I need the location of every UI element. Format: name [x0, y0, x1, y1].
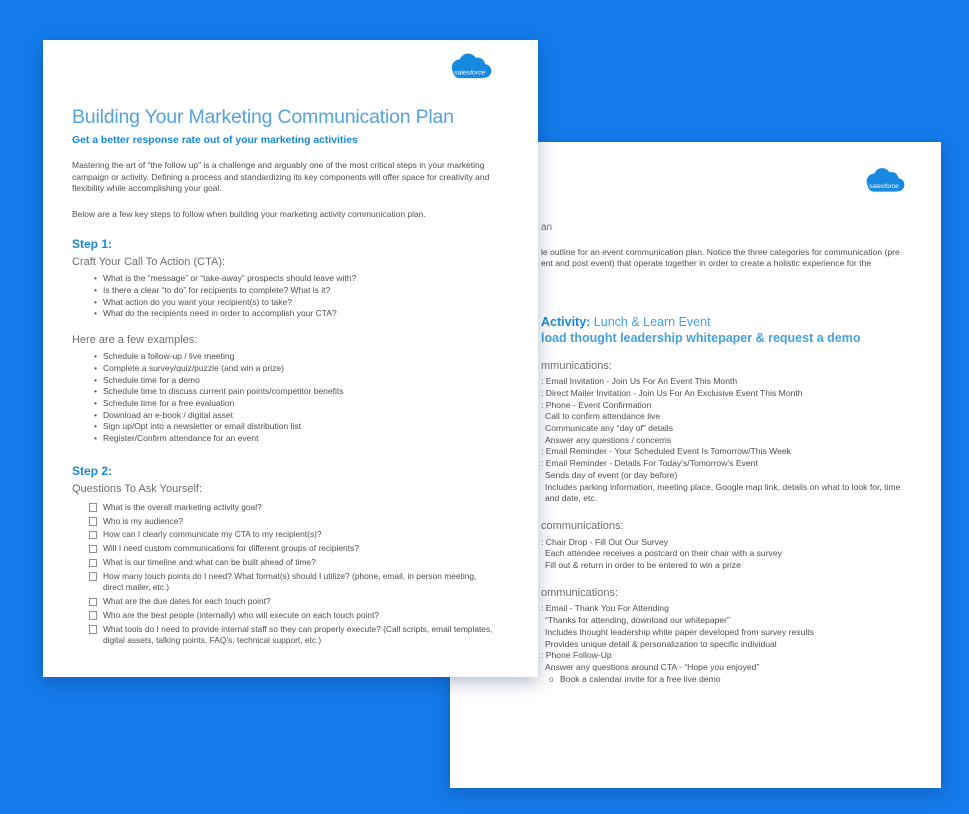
back-line-sub: Includes parking information, meeting place, Google map link, details on what to look for, time [545, 481, 901, 492]
checklist-text: What tools do I need to provide internal staff so they can properly execute? (Call scripts, email templates, digital assets, talking points, FAQ’s, technical support, etc.) [103, 623, 493, 646]
checklist-text: What is the overall marketing activity goal? [103, 501, 262, 512]
back-line-sub: Fill out & return in order to be entered to win a prize [545, 560, 741, 571]
back-line-sub: Communicate any “day of” details [545, 423, 674, 434]
back-line-subcont: and date, etc. [545, 493, 598, 504]
checklist-text: How many touch points do I need? What format(s) should I utilize? (phone, email, in person meeting, direct mailer, etc.) [103, 570, 477, 593]
intro-secondary: Below are a few key steps to follow when building your marketing activity communication plan. [72, 208, 426, 219]
back-line-sub: Answer any questions / concerns [545, 434, 672, 445]
salesforce-cloud-icon [447, 51, 493, 84]
bullet-text: Download an e-book / digital asset [103, 409, 233, 420]
checkbox-icon [89, 572, 97, 580]
activity-value: Lunch & Learn Event [590, 315, 711, 330]
back-line-sub: Includes thought leadership white paper developed from survey results [545, 626, 814, 637]
back-line-sub: Call to confirm attendance live [545, 411, 661, 422]
back-line-sub: Provides unique detail & personalization to specific individual [545, 638, 777, 649]
checklist-item [72, 543, 493, 555]
back-line-touch: : Email - Thank You For Attending [541, 603, 669, 614]
back-line-body: ent and post event) that operate together in order to create a holistic experience for the [541, 258, 872, 269]
back-line-text: Book a calendar invite for a free live demo [560, 673, 721, 684]
logo-text: salesforce [869, 183, 899, 191]
list-item [72, 433, 493, 445]
bullet-text: What do the recipients need in order to accomplish your CTA? [103, 308, 337, 319]
back-line-sub: Each attendee receives a postcard on their chair with a survey [545, 548, 782, 559]
examples-bullet-list [72, 351, 493, 445]
back-line-touch: : Phone Follow-Up [541, 650, 612, 661]
back-line-sub: Answer any questions around CTA - “Hope you enjoyed” [545, 661, 760, 672]
questions-checklist [72, 502, 493, 647]
back-line-circle [541, 674, 937, 686]
checkbox-icon [89, 531, 97, 539]
salesforce-logo [447, 51, 493, 84]
bullet-text: Schedule time to discuss current pain points/competitor benefits [103, 386, 344, 397]
bullet-text: Is there a clear “to do” for recipients to complete? What is it? [103, 285, 331, 296]
checklist-item [72, 596, 493, 608]
bullet-text: Complete a survey/quiz/puzzle (and win a prize) [103, 362, 284, 373]
back-line-touch: : Direct Mailer Invitation - Join Us For An Exclusive Event This Month [541, 387, 803, 398]
step2-subheading: Questions To Ask Yourself: [72, 482, 203, 495]
back-line-section: mmunications: [541, 359, 612, 372]
list-item [72, 297, 493, 309]
checklist-item [72, 571, 493, 594]
examples-heading: Here are a few examples: [72, 334, 198, 347]
back-page-content [541, 222, 937, 685]
back-line-sub: “Thanks for attending, download our whitepaper” [545, 615, 730, 626]
checkbox-icon [89, 598, 97, 606]
back-line-section: ommunications: [541, 586, 619, 599]
bullet-text: Register/Confirm attendance for an event [103, 433, 259, 444]
back-line-touch: : Chair Drop - Fill Out Our Survey [541, 536, 669, 547]
checklist-text: Who is my audience? [103, 515, 184, 526]
salesforce-cloud-icon [862, 166, 906, 197]
back-line-touch: : Email Invitation - Join Us For An Event This Month [541, 376, 738, 387]
back-line-fragment: an [541, 222, 553, 233]
salesforce-logo [862, 166, 906, 197]
checkbox-icon [89, 559, 97, 567]
checklist-text: Will I need custom communications for different groups of recipients? [103, 543, 359, 554]
intro-paragraph: Mastering the art of “the follow up” is a challenge and arguably one of the most critical steps in your marketing campaign or activity. Defining a process and standardizing its key components will offer space for creativity and flexibility while accomplishing your goal. [72, 160, 490, 194]
checkbox-icon [89, 625, 97, 633]
checklist-text: How can I clearly communicate my CTA to my recipient(s)? [103, 529, 322, 540]
back-line-section: communications: [541, 519, 624, 532]
list-item [72, 285, 493, 297]
back-line-heading [541, 317, 937, 329]
checkbox-icon [89, 611, 97, 619]
bullet-text: Sign up/Opt into a newsletter or email distribution list [103, 421, 301, 432]
back-line-touch: : Phone - Event Confirmation [541, 399, 652, 410]
list-item [72, 308, 493, 320]
step2-heading: Step 2: [72, 463, 113, 478]
checkbox-icon [89, 503, 97, 511]
cta-bullet-list [72, 273, 493, 320]
page-title: Building Your Marketing Communication Plan [72, 106, 454, 128]
checklist-item [72, 516, 493, 528]
checklist-item [72, 610, 493, 622]
list-item [72, 351, 493, 363]
step1-heading: Step 1: [72, 237, 113, 252]
bullet-text: Schedule a follow-up / live meeting [103, 351, 235, 362]
activity-label: Activity: [541, 315, 591, 330]
checklist-item [72, 502, 493, 514]
bullet-text: Schedule time for a free evaluation [103, 398, 235, 408]
bullet-text: Schedule time for a demo [103, 374, 200, 385]
checklist-text: What is our timeline and what can be built ahead of time? [103, 556, 316, 567]
list-item [72, 375, 493, 387]
list-item [72, 386, 493, 398]
page-subtitle: Get a better response rate out of your marketing activities [72, 135, 358, 146]
checkbox-icon [89, 545, 97, 553]
checklist-item [72, 557, 493, 569]
list-item [72, 421, 493, 433]
checklist-text: What are the due dates for each touch point? [103, 596, 271, 607]
back-line-sub: Sends day of event (or day before) [545, 469, 678, 480]
back-line-cta: load thought leadership whitepaper & request a demo [541, 330, 861, 345]
list-item [72, 410, 493, 422]
front-page [43, 40, 538, 677]
list-item [72, 273, 493, 285]
checklist-item [72, 624, 493, 647]
front-page-content [43, 40, 538, 647]
logo-text: salesforce [454, 69, 486, 77]
list-item [72, 363, 493, 375]
list-item [72, 398, 493, 410]
circle-bullet-icon: o [549, 674, 554, 684]
checkbox-icon [89, 517, 97, 525]
bullet-text: What is the “message” or “take-away” prospects should leave with? [103, 273, 357, 284]
bullet-text: What action do you want your recipient(s) to take? [103, 296, 292, 307]
step1-subheading: Craft Your Call To Action (CTA): [72, 256, 226, 269]
back-line-touch: : Email Reminder - Details For Today’s/Tomorrow’s Event [541, 458, 758, 469]
back-line-touch: : Email Reminder - Your Scheduled Event Is Tomorrow/This Week [541, 446, 791, 457]
checklist-text: Who are the best people (internally) who will execute on each touch point? [103, 609, 380, 620]
back-line-body: le outline for an event communication plan. Notice the three categories for communication (pre [541, 246, 900, 257]
checklist-item [72, 529, 493, 541]
